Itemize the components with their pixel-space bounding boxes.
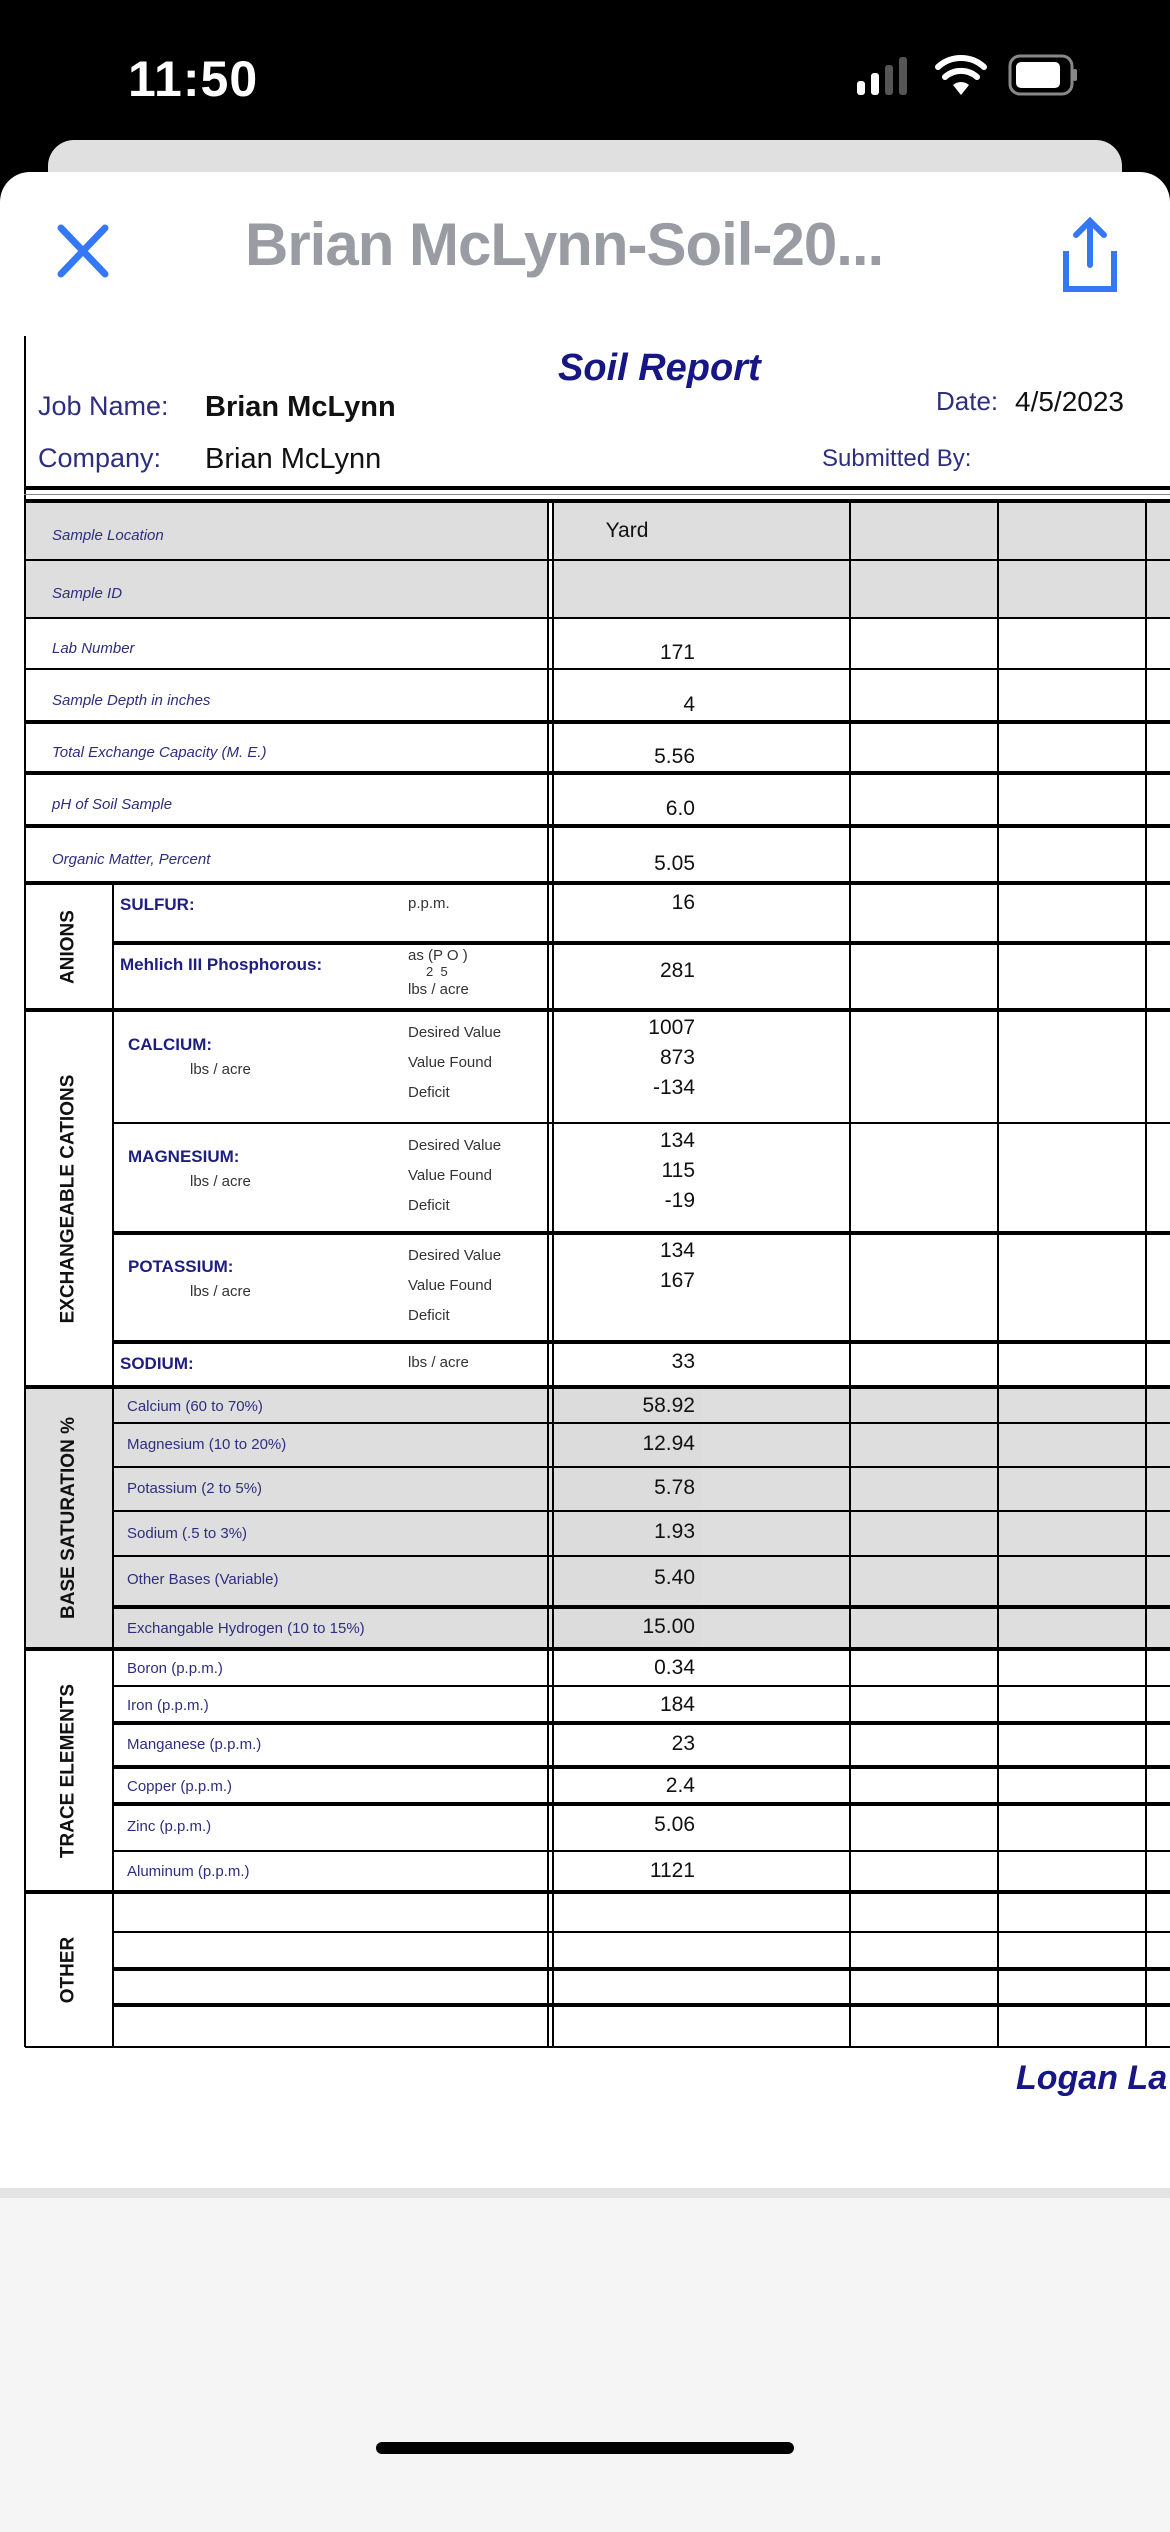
signal-icon bbox=[855, 55, 915, 95]
row-label: POTASSIUM: bbox=[128, 1256, 234, 1276]
grey-cell-bg bbox=[554, 560, 701, 618]
row-value: 0.34 bbox=[654, 1656, 695, 1680]
column-divider bbox=[547, 1649, 549, 1892]
column-divider bbox=[547, 883, 549, 1010]
section-label-trace-elements: TRACE ELEMENTS bbox=[57, 1683, 79, 1858]
row-value: 58.92 bbox=[642, 1394, 695, 1418]
column-divider bbox=[1145, 1387, 1147, 1649]
column-divider bbox=[997, 1010, 999, 1387]
row-value: 1.93 bbox=[654, 1520, 695, 1543]
row-value: 4 bbox=[683, 692, 695, 716]
row-divider bbox=[112, 1605, 1170, 1609]
document-border bbox=[24, 336, 26, 501]
company-value: Brian McLynn bbox=[205, 443, 382, 475]
row-value: 5.40 bbox=[654, 1566, 695, 1590]
row-label: Magnesium (10 to 20%) bbox=[127, 1436, 287, 1454]
close-button[interactable] bbox=[55, 222, 115, 282]
row-unit: lbs / acre bbox=[190, 1282, 251, 1300]
close-icon bbox=[55, 222, 115, 282]
row-label: Other Bases (Variable) bbox=[127, 1571, 279, 1589]
column-divider bbox=[552, 501, 554, 883]
row-unit: lbs / acre bbox=[190, 1173, 251, 1191]
column-divider bbox=[997, 1892, 999, 2047]
header-divider bbox=[24, 486, 1170, 490]
column-divider bbox=[1145, 501, 1147, 883]
date-value: 4/5/2023 bbox=[1015, 386, 1124, 417]
row-divider bbox=[112, 1122, 1170, 1124]
column-divider bbox=[552, 1387, 554, 1649]
row-label: SODIUM: bbox=[120, 1354, 194, 1373]
measure-label: Desired Value bbox=[408, 1137, 502, 1154]
grey-cell-bg bbox=[849, 501, 997, 560]
job-name-value: Brian McLynn bbox=[205, 391, 396, 423]
column-divider bbox=[997, 1387, 999, 1649]
row-divider bbox=[112, 1931, 1170, 1933]
row-divider bbox=[112, 1422, 1170, 1424]
row-divider bbox=[112, 1765, 1170, 1769]
column-divider bbox=[997, 501, 999, 883]
section-column-divider bbox=[112, 883, 114, 2047]
measure-value: 134 bbox=[659, 1129, 695, 1152]
row-unit: lbs / acre bbox=[190, 1060, 251, 1078]
row-value: 5.56 bbox=[654, 744, 695, 768]
row-divider bbox=[112, 1510, 1170, 1512]
row-value: 15.00 bbox=[642, 1615, 695, 1639]
row-divider bbox=[112, 1721, 1170, 1725]
column-divider bbox=[552, 1892, 554, 2047]
row-divider bbox=[112, 1850, 1170, 1852]
row-divider bbox=[112, 941, 1170, 945]
section-label-other: OTHER bbox=[57, 1936, 79, 2003]
row-unit: as (P O ) bbox=[408, 947, 468, 964]
measure-label: Value Found bbox=[408, 1167, 492, 1184]
header-divider-thin bbox=[24, 494, 1170, 495]
company-label: Company: bbox=[38, 443, 162, 473]
measure-value: -134 bbox=[652, 1076, 695, 1099]
grey-cell-bg bbox=[849, 560, 997, 618]
row-label: MAGNESIUM: bbox=[128, 1147, 240, 1167]
row-divider bbox=[112, 1555, 1170, 1557]
row-label: Boron (p.p.m.) bbox=[127, 1660, 223, 1678]
row-value: 281 bbox=[659, 959, 695, 982]
row-divider bbox=[112, 1685, 1170, 1687]
measure-value: 873 bbox=[659, 1046, 695, 1069]
row-divider bbox=[112, 1231, 1170, 1235]
grey-cell-bg bbox=[1145, 501, 1170, 560]
section-label-base-saturation: BASE SATURATION % bbox=[57, 1417, 79, 1619]
measure-label: Deficit bbox=[408, 1307, 450, 1324]
row-label: Organic Matter, Percent bbox=[52, 850, 211, 868]
grey-cell-bg bbox=[997, 560, 1145, 618]
measure-value: 1007 bbox=[648, 1016, 695, 1039]
status-time: 11:50 bbox=[128, 51, 259, 107]
row-label: Exchangable Hydrogen (10 to 15%) bbox=[127, 1619, 365, 1637]
row-label: Potassium (2 to 5%) bbox=[127, 1480, 263, 1498]
row-value: 33 bbox=[671, 1350, 695, 1373]
column-divider bbox=[997, 1649, 999, 1892]
row-value: 171 bbox=[659, 640, 695, 664]
row-value: 12.94 bbox=[642, 1431, 695, 1455]
row-value: Yard bbox=[605, 518, 649, 542]
battery-icon bbox=[1008, 54, 1078, 96]
measure-label: Value Found bbox=[408, 1054, 492, 1071]
job-name-label: Job Name: bbox=[38, 391, 169, 421]
submitted-by-label: Submitted By: bbox=[822, 445, 972, 472]
row-divider bbox=[25, 2046, 1170, 2048]
measure-label: Desired Value bbox=[408, 1024, 502, 1041]
grey-cell-bg bbox=[701, 560, 849, 618]
section-label-exchangeable-cations: EXCHANGEABLE CATIONS bbox=[57, 1074, 79, 1323]
column-divider bbox=[849, 1892, 851, 2047]
measure-label: Deficit bbox=[408, 1197, 450, 1214]
row-label: SULFUR: bbox=[120, 895, 195, 914]
measure-label: Value Found bbox=[408, 1277, 492, 1294]
wifi-icon bbox=[935, 55, 987, 97]
column-divider bbox=[849, 1387, 851, 1649]
row-value: 1121 bbox=[649, 1859, 695, 1883]
column-divider bbox=[1145, 1649, 1147, 1892]
column-divider bbox=[849, 1010, 851, 1387]
measure-label: Desired Value bbox=[408, 1247, 502, 1264]
column-divider bbox=[849, 501, 851, 883]
column-divider bbox=[547, 1010, 549, 1387]
page-separator bbox=[0, 2188, 1170, 2198]
row-divider bbox=[112, 1967, 1170, 1971]
row-value: 5.06 bbox=[654, 1813, 695, 1837]
row-label: Calcium (60 to 70%) bbox=[127, 1397, 263, 1415]
document-title: Brian McLynn-Soil-20... bbox=[245, 211, 884, 278]
row-value: 6.0 bbox=[665, 796, 695, 820]
row-unit-subscript: 2 5 bbox=[426, 964, 448, 979]
home-indicator[interactable] bbox=[376, 2442, 794, 2454]
row-label: Iron (p.p.m.) bbox=[127, 1697, 209, 1715]
row-label: CALCIUM: bbox=[128, 1034, 213, 1054]
row-label: Sample Location bbox=[52, 526, 164, 544]
grey-cell-bg bbox=[997, 501, 1145, 560]
row-value: 16 bbox=[671, 891, 695, 914]
row-divider bbox=[112, 2003, 1170, 2007]
row-unit: p.p.m. bbox=[408, 895, 450, 912]
grey-cell-bg bbox=[701, 501, 849, 560]
grey-cell-bg bbox=[1145, 560, 1170, 618]
row-unit: lbs / acre bbox=[408, 981, 469, 998]
row-label: Manganese (p.p.m.) bbox=[127, 1736, 262, 1754]
share-icon bbox=[1060, 215, 1120, 295]
value-bg bbox=[554, 1387, 701, 1649]
row-label: Mehlich III Phosphorous: bbox=[120, 955, 323, 974]
row-unit: lbs / acre bbox=[408, 1354, 469, 1371]
row-label: Copper (p.p.m.) bbox=[127, 1778, 233, 1796]
lab-name: Logan La bbox=[1016, 2059, 1168, 2097]
column-divider bbox=[552, 1649, 554, 1892]
row-label: pH of Soil Sample bbox=[52, 795, 173, 813]
measure-value: 134 bbox=[659, 1239, 695, 1262]
date-label: Date: bbox=[936, 386, 999, 416]
row-label: Sample Depth in inches bbox=[52, 691, 211, 709]
row-label: Lab Number bbox=[52, 639, 135, 657]
column-divider bbox=[1145, 883, 1147, 1010]
share-button[interactable] bbox=[1060, 215, 1120, 295]
row-value: 5.05 bbox=[654, 851, 695, 875]
measure-value: 167 bbox=[659, 1269, 695, 1292]
column-divider bbox=[552, 1010, 554, 1387]
measure-value: -19 bbox=[664, 1189, 695, 1212]
row-value: 2.4 bbox=[665, 1774, 695, 1798]
report-title: Soil Report bbox=[558, 347, 761, 389]
column-divider bbox=[1145, 1892, 1147, 2047]
column-divider bbox=[997, 883, 999, 1010]
row-label: Zinc (p.p.m.) bbox=[127, 1818, 212, 1836]
page-gap bbox=[0, 2198, 1170, 2532]
column-divider bbox=[849, 883, 851, 1010]
table-left-border bbox=[24, 501, 26, 2047]
column-divider bbox=[849, 1649, 851, 1892]
row-label: Aluminum (p.p.m.) bbox=[127, 1863, 250, 1881]
row-divider bbox=[112, 1340, 1170, 1344]
row-value: 184 bbox=[659, 1693, 695, 1717]
row-label: Sample ID bbox=[52, 585, 123, 602]
column-divider bbox=[547, 1387, 549, 1649]
column-divider bbox=[552, 883, 554, 1010]
row-value: 23 bbox=[671, 1731, 695, 1755]
row-divider bbox=[112, 1466, 1170, 1468]
row-label: Sodium (.5 to 3%) bbox=[127, 1524, 248, 1542]
column-divider bbox=[547, 501, 549, 883]
row-value: 5.78 bbox=[654, 1475, 695, 1499]
column-divider bbox=[1145, 1010, 1147, 1387]
row-divider bbox=[112, 1802, 1170, 1806]
section-label-anions: ANIONS bbox=[57, 909, 79, 984]
measure-label: Deficit bbox=[408, 1084, 450, 1101]
measure-value: 115 bbox=[661, 1159, 695, 1182]
column-divider bbox=[547, 1892, 549, 2047]
row-label: Total Exchange Capacity (M. E.) bbox=[52, 743, 267, 761]
